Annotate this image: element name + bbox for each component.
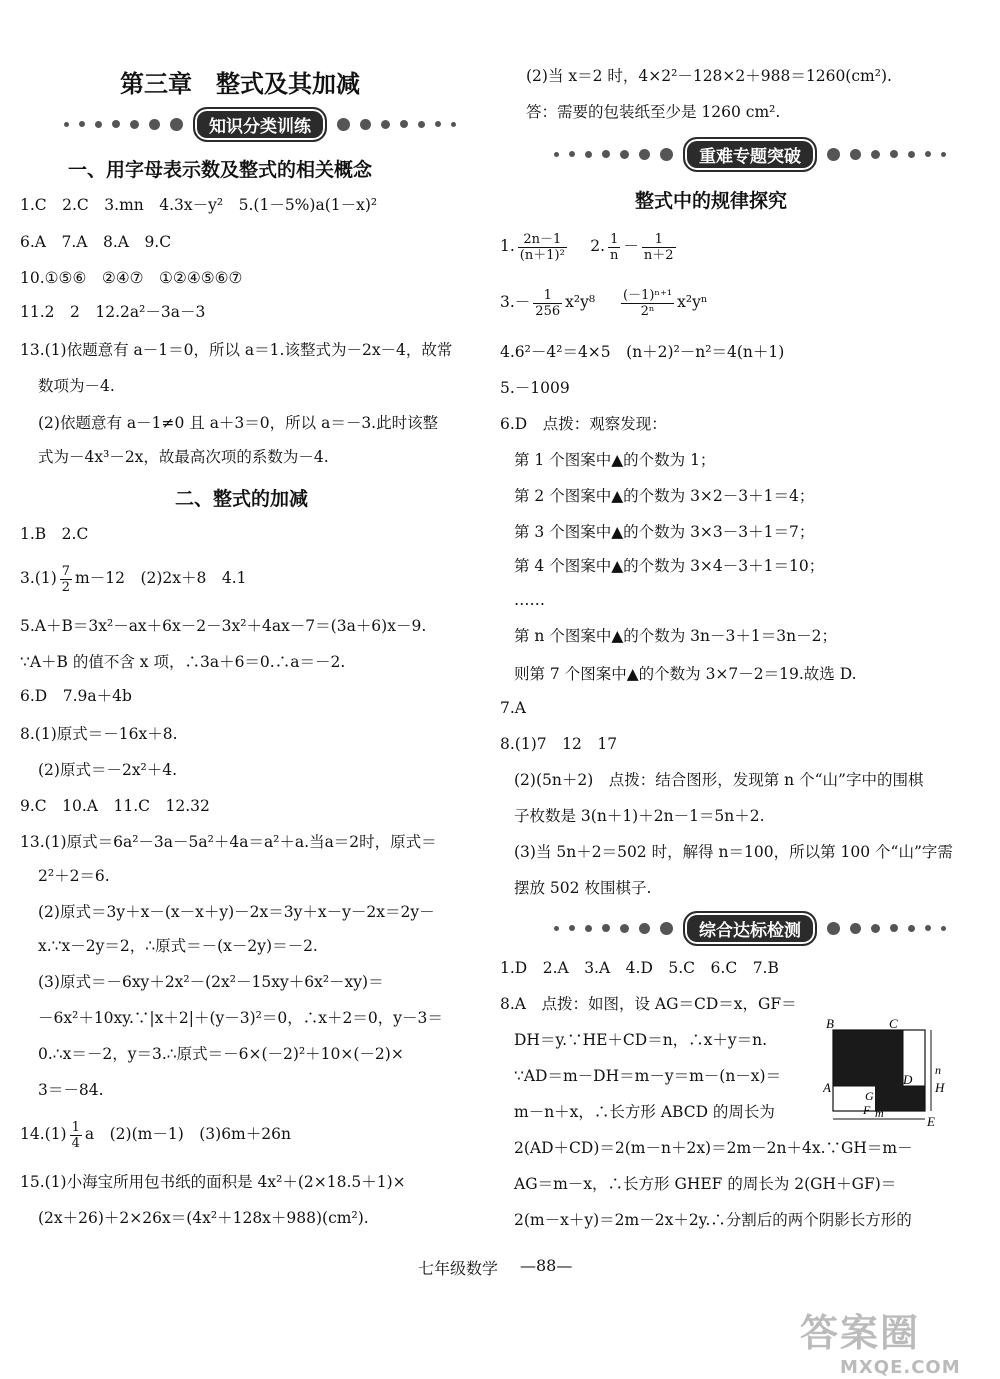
banner-knowledge	[40, 110, 480, 138]
s3-line-13: 则第 7 个图案中▲的个数为 3×7－2＝19.故选 D.	[514, 665, 857, 683]
s4-line-4: ∵AD＝m－DH＝m－y＝m－(n－x)＝	[514, 1067, 782, 1085]
s3-q1-prefix: 1.	[500, 237, 515, 255]
s2-line-4: ∵A＋B 的值不含 x 项，∴3a＋6＝0.∴a＝－2.	[20, 653, 346, 671]
s2-line-14: －6x²＋10xy.∵|x＋2|＋(y－3)²＝0，∴x＋2＝0，y－3＝	[38, 1009, 443, 1027]
s3-line-7: 第 1 个图案中▲的个数为 1；	[514, 451, 716, 469]
s3-line-5: 5.－1009	[500, 379, 570, 397]
banner-difficult-label: 重难专题突破	[683, 137, 817, 172]
label-g: G	[865, 1089, 874, 1103]
label-a: A	[823, 1080, 831, 1095]
s3-q2-fraction-b: $\frac{1}{n+2}$	[643, 231, 674, 263]
s3-line-14: 7.A	[500, 699, 526, 717]
s3-q3-prefix: 3.－	[500, 293, 531, 311]
s2-line-8: 9.C 10.A 11.C 12.32	[20, 797, 210, 815]
s4-line-6: 2(AD＋CD)＝2(m－n＋2x)＝2m－2n＋4x.∵GH＝m－	[514, 1139, 913, 1157]
s3-q2-prefix: 2.	[574, 237, 606, 255]
s2-line-11: (2)原式＝3y＋x－(x－x＋y)－2x＝3y＋x－y－2x＝2y－	[38, 903, 435, 921]
label-b: B	[826, 1018, 834, 1031]
rectangle-figure	[823, 1018, 953, 1128]
s4-line-1: 1.D 2.A 3.A 4.D 5.C 6.C 7.B	[500, 959, 779, 977]
banner-dots-right	[827, 148, 946, 161]
s2-line-13: (3)原式＝－6xy＋2x²－(2x²－15xy＋6x²－xy)＝	[38, 973, 384, 991]
s2-line-16: 3＝－84.	[38, 1081, 104, 1099]
s2-line-3: 5.A＋B＝3x²－ax＋6x－2－3x²＋4ax－7＝(3a＋6)x－9.	[20, 617, 427, 635]
section1-heading: 一、用字母表示数及整式的相关概念	[68, 159, 373, 181]
banner-dots-right	[337, 118, 456, 131]
s2-q3-fraction: $\frac{7}{2}$	[61, 563, 71, 595]
s1-line-5: 13.(1)依题意有 a－1＝0，所以 a＝1.该整式为－2x－4，故常	[20, 341, 453, 359]
s2-line-12: x.∵x－2y＝2，∴原式＝－(x－2y)＝－2.	[38, 937, 318, 955]
s3-line-12: 第 n 个图案中▲的个数为 3n－3＋1＝3n－2；	[514, 627, 837, 645]
s3-line-3	[500, 282, 708, 322]
s2-line-19: (2x＋26)＋2×26x＝(4x²＋128x＋988)(cm²).	[38, 1209, 369, 1227]
s2-line-2	[20, 560, 247, 596]
footer-page-number: —88—	[520, 1256, 573, 1275]
s3-line-10: 第 4 个图案中▲的个数为 3×4－3＋1＝10；	[514, 557, 825, 575]
s2-q3-prefix: 3.(1)	[20, 569, 57, 587]
s2-line-5: 6.D 7.9a＋4b	[20, 687, 132, 705]
s2-q14-rest: a (2)(m－1) (3)6m＋26n	[84, 1125, 291, 1143]
s2-line-1: 1.B 2.C	[20, 525, 89, 543]
banner-difficult	[520, 140, 980, 168]
s1-line-3: 10.①⑤⑥ ②④⑦ ①②④⑤⑥⑦	[20, 269, 243, 287]
section3-heading: 整式中的规律探究	[635, 190, 788, 212]
shaded-rect-abcd	[833, 1030, 903, 1086]
label-m: m	[875, 1106, 884, 1120]
chapter-title: 第三章 整式及其加减	[120, 70, 360, 98]
banner-dots-left	[64, 118, 183, 131]
label-e: E	[927, 1114, 935, 1128]
banner-comprehensive-label: 综合达标检测	[683, 911, 817, 946]
banner-dots-left	[554, 148, 673, 161]
s3-line-9: 第 3 个图案中▲的个数为 3×3－3＋1＝7；	[514, 523, 815, 541]
s2-line-6: 8.(1)原式＝－16x＋8.	[20, 725, 178, 743]
s1-line-1: 1.C 2.C 3.mn 4.3x－y² 5.(1－5%)a(1－x)²	[20, 196, 378, 214]
s3-line-16: (2)(5n＋2) 点拨：结合图形，发现第 n 个“山”字中的围棋	[514, 771, 924, 789]
s3-q3-fraction-b: $\frac{\text{(－1)ⁿ⁺¹}}{\text{2ⁿ}}$	[623, 287, 673, 319]
banner-dots-right	[827, 922, 946, 935]
footer-subject: 七年级数学	[418, 1259, 499, 1278]
s3-line-17: 子枚数是 3(n＋1)＋2n－1＝5n＋2.	[514, 807, 765, 825]
s4-line-7: AG＝m－x，∴长方形 GHEF 的周长为 2(GH＋GF)＝	[514, 1175, 897, 1193]
s4-line-2: 8.A 点拨：如图，设 AG＝CD＝x，GF＝	[500, 995, 797, 1013]
s3-line-1	[500, 226, 679, 266]
s2-line-15: 0.∴x＝－2，y＝3.∴原式＝－6×(－2)²＋10×(－2)×	[38, 1045, 404, 1063]
s3-line-8: 第 2 个图案中▲的个数为 3×2－3＋1＝4；	[514, 487, 815, 505]
s3-line-15: 8.(1)7 12 17	[500, 735, 618, 753]
banner-comprehensive	[520, 914, 980, 942]
s2-q3-rest: m－12 (2)2x＋8 4.1	[75, 569, 247, 587]
s2-line-7: (2)原式＝－2x²＋4.	[38, 761, 178, 779]
s2-line-18: 15.(1)小海宝所用包书纸的面积是 4x²＋(2×18.5＋1)×	[20, 1173, 406, 1191]
s4-line-5: m－n＋x，∴长方形 ABCD 的周长为	[514, 1103, 775, 1121]
s3-line-18: (3)当 5n＋2＝502 时，解得 n＝100，所以第 100 个“山”字需	[514, 843, 953, 861]
s2-line-9: 13.(1)原式＝6a²－3a－5a²＋4a＝a²＋a.当a＝2时，原式＝	[20, 833, 437, 851]
label-f: F	[863, 1103, 871, 1117]
s4-line-3: DH＝y.∵HE＋CD＝n，∴x＋y＝n.	[514, 1031, 768, 1049]
s3-line-6: 6.D 点拨：观察发现：	[500, 415, 667, 433]
s3-line-4: 4.6²－4²＝4×5 (n＋2)²－n²＝4(n＋1)	[500, 343, 785, 361]
rt-line-2: 答：需要的包装纸至少是 1260 cm².	[526, 103, 781, 121]
s3-q2-fraction-a: $\frac{1}{n}$	[610, 231, 619, 263]
label-c: C	[889, 1018, 898, 1031]
s1-line-2: 6.A 7.A 8.A 9.C	[20, 233, 172, 251]
s3-q2-minus: －	[623, 237, 639, 255]
banner-dots-left	[554, 922, 673, 935]
watermark	[800, 1302, 990, 1378]
watermark-domain: MXQE.COM	[840, 1357, 961, 1378]
s3-q3-term-a: x²y⁸	[565, 293, 596, 311]
s1-line-6: 数项为－4.	[38, 377, 115, 395]
s1-line-4: 11.2 2 12.2a²－3a－3	[20, 303, 206, 321]
s2-q14-fraction: $\frac{1}{4}$	[71, 1119, 80, 1151]
s3-q3-term-b: x²yⁿ	[677, 293, 708, 311]
s2-line-17	[20, 1116, 291, 1152]
watermark-main: 答案圈	[800, 1311, 921, 1355]
label-d: D	[903, 1072, 913, 1087]
section2-heading: 二、整式的加减	[175, 488, 309, 510]
s3-q1-fraction: $\frac{2n-1}{\text{(n＋1)²}}$	[519, 231, 565, 263]
label-h: H	[935, 1080, 945, 1095]
s3-q3-fraction-a: $\frac{1}{256}$	[535, 287, 561, 319]
rt-line-1: (2)当 x＝2 时，4×2²－128×2＋988＝1260(cm²).	[526, 67, 892, 85]
banner-knowledge-label: 知识分类训练	[193, 107, 327, 142]
s4-line-8: 2(m－x＋y)＝2m－2x＋2y.∴分割后的两个阴影长方形的	[514, 1211, 912, 1229]
s2-q14-prefix: 14.(1)	[20, 1125, 67, 1143]
s1-line-7: (2)依题意有 a－1≠0 且 a＋3＝0，所以 a＝－3.此时该整	[38, 414, 439, 432]
s3-line-11: ……	[514, 591, 545, 609]
s3-line-19: 摆放 502 枚围棋子.	[514, 879, 652, 897]
s1-line-8: 式为－4x³－2x，故最高次项的系数为－4.	[38, 448, 329, 466]
label-n: n	[935, 1063, 941, 1077]
s2-line-10: 2²＋2＝6.	[38, 867, 110, 885]
